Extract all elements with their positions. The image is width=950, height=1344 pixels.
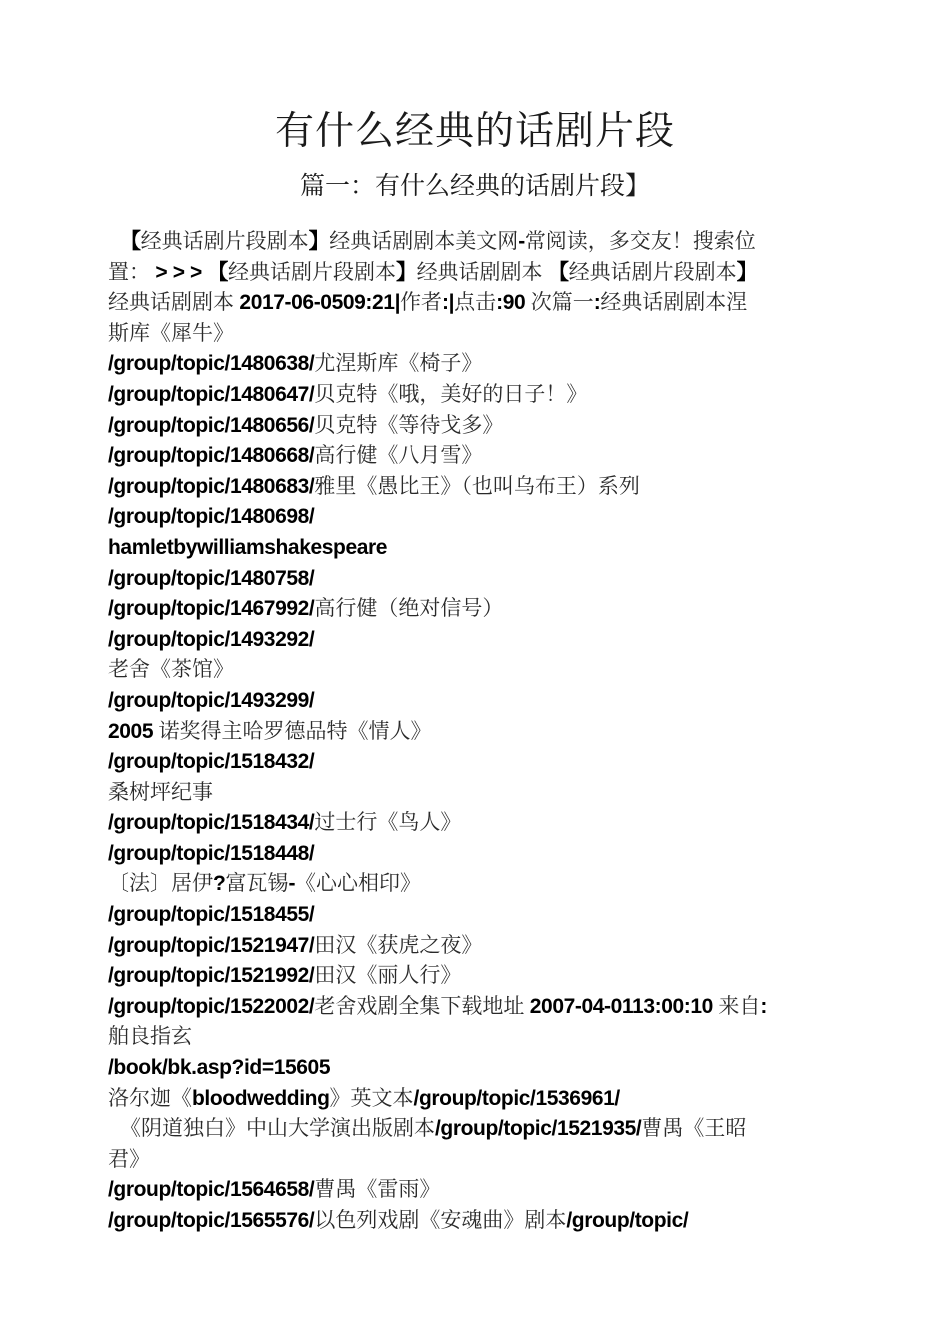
text-line xyxy=(108,624,843,655)
text-line xyxy=(108,532,843,563)
latin-text-segment: :90 xyxy=(496,291,531,315)
cjk-text-segment: 老舍《茶馆》 xyxy=(108,657,234,682)
latin-text-segment: /group/topic/1522002/ xyxy=(108,994,315,1018)
cjk-text-segment: 贝克特《等待戈多》 xyxy=(314,412,504,437)
text-line xyxy=(108,960,843,991)
text-line xyxy=(108,410,843,441)
latin-text-segment: bloodwedding xyxy=(192,1086,330,1110)
cjk-text-segment: 高行健《八月雪》 xyxy=(314,443,483,468)
cjk-text-segment: 富瓦锡 xyxy=(225,871,289,896)
cjk-text-segment: 〔法〕居伊 xyxy=(108,871,213,896)
text-line xyxy=(108,777,843,808)
latin-text-segment: /group/topic/1480668/ xyxy=(108,444,315,468)
text-line xyxy=(108,1174,843,1205)
cjk-text-segment: 置： xyxy=(108,259,150,284)
cjk-text-segment: 常阅读，多交友！搜索位 xyxy=(524,229,756,253)
cjk-text-segment: 来自 xyxy=(718,993,761,1018)
latin-text-segment: /group/topic/1565576/ xyxy=(108,1209,315,1232)
text-line xyxy=(108,1021,843,1052)
latin-text-segment: /group/topic/ xyxy=(566,1209,689,1232)
text-line xyxy=(108,746,843,777)
cjk-text-segment: 田汉《获虎之夜》 xyxy=(314,932,483,957)
latin-text-segment: /group/topic/1480698/ xyxy=(108,505,315,529)
cjk-text-segment: 作者 xyxy=(400,290,443,315)
latin-text-segment: /group/topic/1480656/ xyxy=(108,413,315,437)
section-heading: 篇一：有什么经典的话剧片段】 xyxy=(299,171,650,200)
cjk-text-segment: 以色列戏剧《安魂曲》剧本 xyxy=(314,1208,567,1232)
text-line xyxy=(108,930,843,961)
page-title: 有什么经典的话剧片段 xyxy=(274,109,675,154)
text-line xyxy=(108,654,843,685)
latin-text-segment: /group/topic/1480683/ xyxy=(108,474,315,498)
text-line xyxy=(108,471,843,502)
latin-text-segment: /group/topic/1493292/ xyxy=(108,627,315,651)
latin-text-segment: /book/bk.asp?id=15605 xyxy=(108,1056,331,1080)
cjk-text-segment: 老舍戏剧全集下载地址 xyxy=(314,993,525,1018)
latin-text-segment: 2005 xyxy=(108,719,159,743)
latin-text-segment: /group/topic/1521992/ xyxy=(108,964,315,988)
latin-text-segment: /group/topic/1493299/ xyxy=(108,688,315,712)
latin-text-segment: hamletbywilliamshakespeare xyxy=(108,535,388,559)
latin-text-segment: 2007-04-0113:00:10 xyxy=(524,994,719,1018)
text-line xyxy=(108,226,843,257)
text-line xyxy=(108,257,843,288)
latin-text-segment: - xyxy=(288,872,296,896)
text-line xyxy=(108,1144,843,1175)
cjk-text-segment: 桑树坪纪事 xyxy=(108,779,213,804)
cjk-text-segment: 经典话剧片段剧本 xyxy=(227,259,396,284)
latin-text-segment: : xyxy=(760,994,767,1018)
text-line xyxy=(108,838,843,869)
latin-text-segment: /group/topic/1518434/ xyxy=(108,811,315,835)
cjk-text-segment: 过士行《鸟人》 xyxy=(314,810,462,835)
cjk-text-segment: 诺奖得主哈罗德品特《情人》 xyxy=(158,718,432,743)
latin-text-segment: - xyxy=(518,230,525,253)
text-line xyxy=(108,685,843,716)
latin-text-segment: /group/topic/1564658/ xyxy=(108,1178,315,1202)
cjk-text-segment: 雅里《愚比王》（也叫乌布王）系列 xyxy=(314,473,640,498)
text-line xyxy=(108,440,843,471)
latin-text-segment: /group/topic/1480758/ xyxy=(108,566,315,590)
latin-text-segment: 2017-06-0509:21| xyxy=(234,291,401,315)
cjk-text-segment: 田汉《丽人行》 xyxy=(314,963,462,988)
latin-text-segment: /group/topic/1521935/ xyxy=(435,1117,642,1141)
text-line xyxy=(108,563,843,594)
cjk-text-segment: 舶良指玄 xyxy=(108,1024,192,1049)
latin-text-segment: 【 xyxy=(207,260,228,284)
text-line xyxy=(108,1052,843,1083)
cjk-text-segment: 经典话剧剧本美文网 xyxy=(329,229,519,253)
cjk-text-segment: 经典话剧剧本涅 xyxy=(600,290,748,315)
latin-text-segment: 】 xyxy=(395,260,417,284)
cjk-text-segment: 洛尔迦《 xyxy=(108,1085,192,1110)
latin-text-segment: > > > xyxy=(150,260,208,284)
latin-text-segment: ? xyxy=(213,872,226,896)
latin-text-segment: /group/topic/1480638/ xyxy=(108,352,315,376)
latin-text-segment: /group/topic/1518448/ xyxy=(108,841,315,865)
cjk-text-segment: 《心心相印》 xyxy=(295,871,422,896)
cjk-text-segment: 斯库《犀牛》 xyxy=(108,320,234,345)
text-line xyxy=(108,1205,843,1236)
latin-text-segment: /group/topic/1521947/ xyxy=(108,933,315,957)
text-line xyxy=(108,899,843,930)
text-line xyxy=(108,501,843,532)
text-line xyxy=(108,318,843,349)
latin-text-segment: /group/topic/1518432/ xyxy=(108,750,315,774)
latin-text-segment: 【 xyxy=(542,260,569,284)
document-body xyxy=(108,226,843,1236)
cjk-text-segment: 点击 xyxy=(454,290,497,315)
cjk-text-segment: 贝克特《哦，美好的日子！》 xyxy=(314,381,588,406)
cjk-text-segment: 经典话剧剧本 xyxy=(416,259,543,284)
text-line xyxy=(108,1113,843,1144)
text-line xyxy=(108,1083,843,1114)
cjk-text-segment: 次篇一 xyxy=(530,290,594,315)
text-line xyxy=(108,807,843,838)
latin-text-segment: /group/topic/1518455/ xyxy=(108,903,315,927)
cjk-text-segment: 经典话剧片段剧本 xyxy=(140,229,309,253)
cjk-text-segment: 经典话剧剧本 xyxy=(108,290,234,315)
cjk-text-segment: 曹禺《王昭 xyxy=(641,1116,747,1141)
cjk-text-segment: 《阴道独白》中山大学演出版剧本 xyxy=(120,1116,435,1141)
cjk-text-segment: 尤涅斯库《椅子》 xyxy=(314,351,483,376)
latin-text-segment: /group/topic/1536961/ xyxy=(413,1086,620,1110)
latin-text-segment: /group/topic/1480647/ xyxy=(108,382,315,406)
text-line xyxy=(108,379,843,410)
cjk-text-segment: 经典话剧片段剧本 xyxy=(568,259,737,284)
latin-text-segment: 【 xyxy=(120,230,141,253)
text-line xyxy=(108,868,843,899)
text-line xyxy=(108,593,843,624)
latin-text-segment: /group/topic/1467992/ xyxy=(108,597,315,621)
cjk-text-segment: 高行健（绝对信号） xyxy=(314,596,504,621)
latin-text-segment: : xyxy=(593,291,601,315)
cjk-text-segment: 君》 xyxy=(108,1146,150,1171)
cjk-text-segment: 曹禺《雷雨》 xyxy=(314,1177,441,1202)
text-line xyxy=(108,348,843,379)
latin-text-segment: 】 xyxy=(308,230,330,253)
text-line xyxy=(108,287,843,318)
cjk-text-segment: 》英文本 xyxy=(329,1085,414,1110)
text-line xyxy=(108,991,843,1022)
latin-text-segment: :| xyxy=(442,291,455,315)
latin-text-segment: 】 xyxy=(736,260,758,284)
text-line xyxy=(108,716,843,747)
